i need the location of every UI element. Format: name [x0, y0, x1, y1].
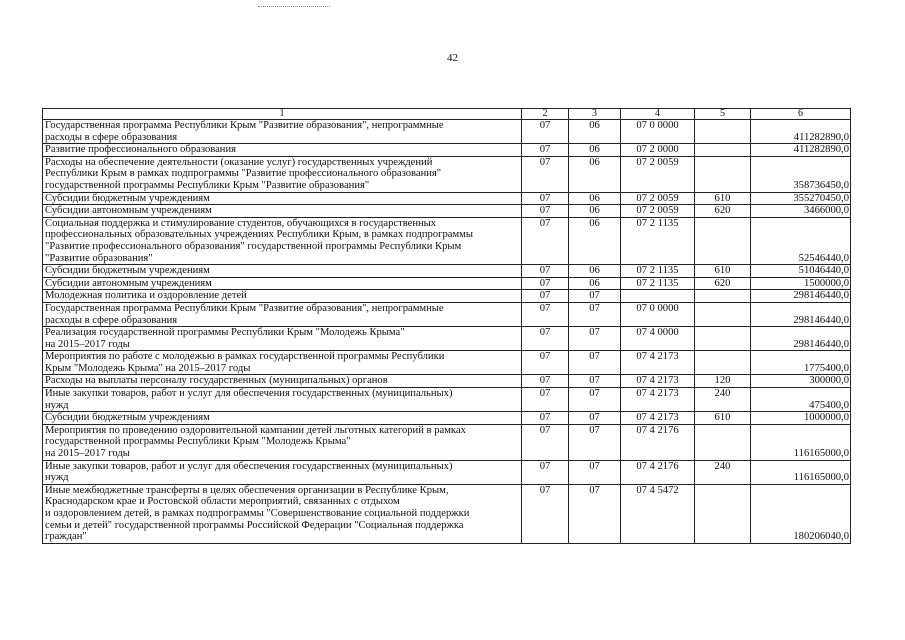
row-amount: 116165000,0 — [751, 460, 851, 484]
row-subsection: 07 — [569, 375, 621, 388]
row-amount: 1775400,0 — [751, 351, 851, 375]
row-name: Субсидии автономным учреждениям — [43, 205, 522, 218]
row-amount: 300000,0 — [751, 375, 851, 388]
table-row — [43, 302, 851, 326]
row-amount: 411282890,0 — [751, 144, 851, 157]
row-expense-type: 240 — [695, 460, 751, 484]
table-row — [43, 375, 851, 388]
row-expense-type — [695, 120, 751, 144]
table-row — [43, 217, 851, 264]
row-target-code — [621, 290, 695, 303]
row-target-code: 07 2 0059 — [621, 156, 695, 192]
table-row — [43, 327, 851, 351]
row-section: 07 — [522, 484, 569, 543]
row-amount: 180206040,0 — [751, 484, 851, 543]
table-row — [43, 351, 851, 375]
row-amount: 475400,0 — [751, 388, 851, 412]
row-subsection: 07 — [569, 460, 621, 484]
row-target-code: 07 4 0000 — [621, 327, 695, 351]
header-col-3: 3 — [569, 109, 621, 120]
table-row — [43, 484, 851, 543]
row-amount: 52546440,0 — [751, 217, 851, 264]
row-subsection: 07 — [569, 351, 621, 375]
row-target-code: 07 0 0000 — [621, 120, 695, 144]
table-row — [43, 277, 851, 290]
row-expense-type: 240 — [695, 388, 751, 412]
row-subsection: 06 — [569, 144, 621, 157]
row-section: 07 — [522, 277, 569, 290]
row-section: 07 — [522, 265, 569, 278]
row-name: Субсидии бюджетным учреждениям — [43, 265, 522, 278]
row-name: Развитие профессионального образования — [43, 144, 522, 157]
row-section: 07 — [522, 460, 569, 484]
row-name: Молодежная политика и оздоровление детей — [43, 290, 522, 303]
row-name: Мероприятия по работе с молодежью в рамках государственной программы Республики Крым "Молодежь Крыма" на 2015–2017 годы — [43, 351, 522, 375]
page-number: 42 — [447, 52, 458, 64]
row-subsection: 06 — [569, 205, 621, 218]
header-col-5: 5 — [695, 109, 751, 120]
row-target-code: 07 4 2173 — [621, 412, 695, 425]
row-section: 07 — [522, 156, 569, 192]
row-target-code: 07 2 1135 — [621, 277, 695, 290]
table-row — [43, 290, 851, 303]
row-target-code: 07 4 2173 — [621, 388, 695, 412]
row-name: Субсидии бюджетным учреждениям — [43, 192, 522, 205]
row-subsection: 06 — [569, 120, 621, 144]
row-expense-type — [695, 484, 751, 543]
row-target-code: 07 4 2173 — [621, 375, 695, 388]
row-expense-type — [695, 144, 751, 157]
row-name: Иные межбюджетные трансферты в целях обеспечения организации в Республике Крым, Краснодарском крае и Ростовской области мероприятий, связанных с отдыхом и оздоровлением детей, в рамках подпрограммы "Совершенствование социальной поддержки семьи и детей" государственной программы Российской Федерации "Социальная поддержка граждан" — [43, 484, 522, 543]
row-expense-type: 610 — [695, 412, 751, 425]
row-name: Субсидии бюджетным учреждениям — [43, 412, 522, 425]
row-target-code: 07 4 2176 — [621, 424, 695, 460]
row-section: 07 — [522, 205, 569, 218]
row-subsection: 07 — [569, 327, 621, 351]
table-row — [43, 192, 851, 205]
row-subsection: 06 — [569, 277, 621, 290]
row-section: 07 — [522, 144, 569, 157]
table-row — [43, 265, 851, 278]
row-target-code: 07 4 5472 — [621, 484, 695, 543]
row-name: Социальная поддержка и стимулирование студентов, обучающихся в государственных профессиональных образовательных учреждениях Республики Крым, в рамках подпрограммы "Развитие профессионального образования" государственной программы Республики Крым "Развитие образования" — [43, 217, 522, 264]
row-subsection: 06 — [569, 156, 621, 192]
row-subsection: 06 — [569, 217, 621, 264]
row-section: 07 — [522, 424, 569, 460]
row-expense-type: 620 — [695, 277, 751, 290]
table-row — [43, 412, 851, 425]
row-amount: 355270450,0 — [751, 192, 851, 205]
row-subsection: 07 — [569, 412, 621, 425]
row-expense-type — [695, 424, 751, 460]
row-name: Государственная программа Республики Крым "Развитие образования", непрограммные расходы в сфере образования — [43, 302, 522, 326]
row-amount: 298146440,0 — [751, 327, 851, 351]
table-row — [43, 120, 851, 144]
row-subsection: 06 — [569, 265, 621, 278]
budget-table — [42, 108, 851, 544]
header-col-4: 4 — [621, 109, 695, 120]
row-expense-type — [695, 302, 751, 326]
row-expense-type: 610 — [695, 192, 751, 205]
row-section: 07 — [522, 351, 569, 375]
row-target-code: 07 2 1135 — [621, 217, 695, 264]
row-section: 07 — [522, 290, 569, 303]
row-subsection: 06 — [569, 192, 621, 205]
table-row — [43, 388, 851, 412]
row-expense-type — [695, 156, 751, 192]
row-expense-type — [695, 217, 751, 264]
row-target-code: 07 2 0000 — [621, 144, 695, 157]
row-amount: 411282890,0 — [751, 120, 851, 144]
table-row — [43, 144, 851, 157]
scan-artifact-line — [258, 6, 330, 7]
row-subsection: 07 — [569, 424, 621, 460]
row-section: 07 — [522, 217, 569, 264]
header-col-1: 1 — [43, 109, 522, 120]
row-section: 07 — [522, 192, 569, 205]
row-amount: 358736450,0 — [751, 156, 851, 192]
header-col-2: 2 — [522, 109, 569, 120]
row-name: Мероприятия по проведению оздоровительной кампании детей льготных категорий в рамках государственной программы Республики Крым "Молодежь Крыма" на 2015–2017 годы — [43, 424, 522, 460]
row-expense-type — [695, 351, 751, 375]
row-name: Государственная программа Республики Крым "Развитие образования", непрограммные расходы в сфере образования — [43, 120, 522, 144]
row-amount: 298146440,0 — [751, 302, 851, 326]
row-section: 07 — [522, 388, 569, 412]
row-target-code: 07 4 2173 — [621, 351, 695, 375]
row-amount: 51046440,0 — [751, 265, 851, 278]
row-target-code: 07 2 0059 — [621, 205, 695, 218]
table-row — [43, 424, 851, 460]
row-name: Иные закупки товаров, работ и услуг для обеспечения государственных (муниципальных) нужд — [43, 388, 522, 412]
row-subsection: 07 — [569, 290, 621, 303]
header-col-6: 6 — [751, 109, 851, 120]
row-target-code: 07 4 2176 — [621, 460, 695, 484]
row-target-code: 07 2 0059 — [621, 192, 695, 205]
row-target-code: 07 2 1135 — [621, 265, 695, 278]
row-subsection: 07 — [569, 484, 621, 543]
row-expense-type: 120 — [695, 375, 751, 388]
row-expense-type: 620 — [695, 205, 751, 218]
row-section: 07 — [522, 327, 569, 351]
row-amount: 1000000,0 — [751, 412, 851, 425]
row-name: Расходы на выплаты персоналу государственных (муниципальных) органов — [43, 375, 522, 388]
row-expense-type — [695, 290, 751, 303]
row-name: Реализация государственной программы Республики Крым "Молодежь Крыма" на 2015–2017 годы — [43, 327, 522, 351]
table-row — [43, 460, 851, 484]
row-subsection: 07 — [569, 302, 621, 326]
row-expense-type: 610 — [695, 265, 751, 278]
table-row — [43, 205, 851, 218]
row-name: Расходы на обеспечение деятельности (оказание услуг) государственных учреждений Республики Крым в рамках подпрограммы "Развитие профессионального образования" государственной программы Республики Крым "Развитие образования" — [43, 156, 522, 192]
row-target-code: 07 0 0000 — [621, 302, 695, 326]
row-name: Иные закупки товаров, работ и услуг для обеспечения государственных (муниципальных) нужд — [43, 460, 522, 484]
row-name: Субсидии автономным учреждениям — [43, 277, 522, 290]
row-section: 07 — [522, 412, 569, 425]
row-amount: 116165000,0 — [751, 424, 851, 460]
row-section: 07 — [522, 120, 569, 144]
table-row — [43, 156, 851, 192]
row-amount: 1500000,0 — [751, 277, 851, 290]
table-header-row — [43, 109, 851, 120]
row-expense-type — [695, 327, 751, 351]
row-section: 07 — [522, 375, 569, 388]
row-amount: 298146440,0 — [751, 290, 851, 303]
row-amount: 3466000,0 — [751, 205, 851, 218]
row-section: 07 — [522, 302, 569, 326]
row-subsection: 07 — [569, 388, 621, 412]
